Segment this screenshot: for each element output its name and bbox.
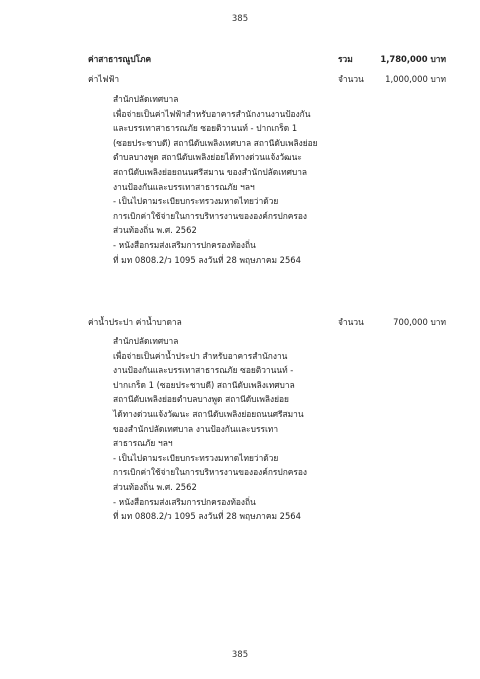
category-row [88, 54, 446, 66]
detail-line: สถานีดับเพลิงย่อยถนนศรีสมาน ของสำนักปลัดเทศบาล [113, 166, 308, 177]
item-amount-word: จำนวน [338, 317, 364, 327]
detail-line: ของสำนักปลัดเทศบาล งานป้องกันและบรรเทา [113, 423, 279, 434]
detail-line: งานป้องกันและบรรเทาสาธารณภัย ซอยติวานนท์ - [113, 365, 294, 376]
detail-line: ที่ มท 0808.2/ว 1095 ลงวันที่ 28 พฤษภาคม 2564 [113, 254, 301, 265]
item-row-electricity [88, 74, 446, 86]
detail-line: ที่ มท 0808.2/ว 1095 ลงวันที่ 28 พฤษภาคม 2564 [113, 511, 301, 522]
detail-line: ตำบลบางพูด สถานีดับเพลิงย่อยได้ทางด่วนแจ้งวัฒนะ [113, 152, 302, 163]
detail-line: สำนักปลัดเทศบาล [113, 336, 179, 346]
category-total-word: รวม [338, 54, 353, 64]
item-detail-water [113, 334, 343, 524]
detail-line: - หนังสือกรมส่งเสริมการปกครองท้องถิ่น [113, 496, 256, 507]
item-amount-word: จำนวน [338, 74, 364, 84]
detail-line: การเบิกค่าใช้จ่ายในการบริหารงานขององค์กรปกครอง [113, 467, 307, 478]
detail-line: ปากเกร็ด 1 (ซอยประชาบดี) สถานีดับเพลิงเทศบาล [113, 379, 295, 390]
detail-line: สถานีดับเพลิงย่อยตำบลบางพูด สถานีดับเพลิงย่อย [113, 394, 289, 405]
detail-line: เพื่อจ่ายเป็นค่าน้ำประปา สำหรับอาคารสำนักงาน [113, 350, 288, 361]
detail-line: - หนังสือกรมส่งเสริมการปกครองท้องถิ่น [113, 239, 256, 250]
page-number-top: 385 [231, 14, 249, 24]
detail-line: สำนักปลัดเทศบาล [113, 94, 179, 104]
category-total-amount: 1,780,000 บาท [380, 54, 446, 64]
detail-line: - เป็นไปตามระเบียบกระทรวงมหาดไทยว่าด้วย [113, 452, 279, 463]
detail-line: - เป็นไปตามระเบียบกระทรวงมหาดไทยว่าด้วย [113, 196, 279, 207]
item-label: ค่าน้ำประปา ค่าน้ำบาดาล [88, 317, 182, 327]
item-amount: 700,000 บาท [393, 317, 446, 327]
detail-line: ได้ทางด่วนแจ้งวัฒนะ สถานีดับเพลิงย่อยถนนศรีสมาน [113, 408, 304, 419]
detail-line: ส่วนท้องถิ่น พ.ศ. 2562 [113, 481, 197, 492]
page-number-bottom: 385 [231, 650, 249, 660]
item-detail-electricity [113, 92, 343, 267]
detail-line: งานป้องกันและบรรเทาสาธารณภัย ฯลฯ [113, 181, 255, 192]
detail-line: เพื่อจ่ายเป็นค่าไฟฟ้าสำหรับอาคารสำนักงานงานป้องกัน [113, 108, 311, 119]
item-label: ค่าไฟฟ้า [88, 74, 120, 84]
detail-line: (ซอยประชาบดี) สถานีดับเพลิงเทศบาล สถานีดับเพลิงย่อย [113, 137, 318, 148]
item-amount: 1,000,000 บาท [385, 74, 446, 84]
category-label: ค่าสาธารณูปโภค [88, 54, 152, 64]
detail-line: สาธารณภัย ฯลฯ [113, 438, 173, 449]
item-row-water [88, 317, 446, 329]
detail-line: และบรรเทาสาธารณภัย ซอยติวานนท์ - ปากเกร็ด 1 [113, 123, 298, 134]
detail-line: ส่วนท้องถิ่น พ.ศ. 2562 [113, 225, 197, 236]
detail-line: การเบิกค่าใช้จ่ายในการบริหารงานขององค์กรปกครอง [113, 210, 307, 221]
